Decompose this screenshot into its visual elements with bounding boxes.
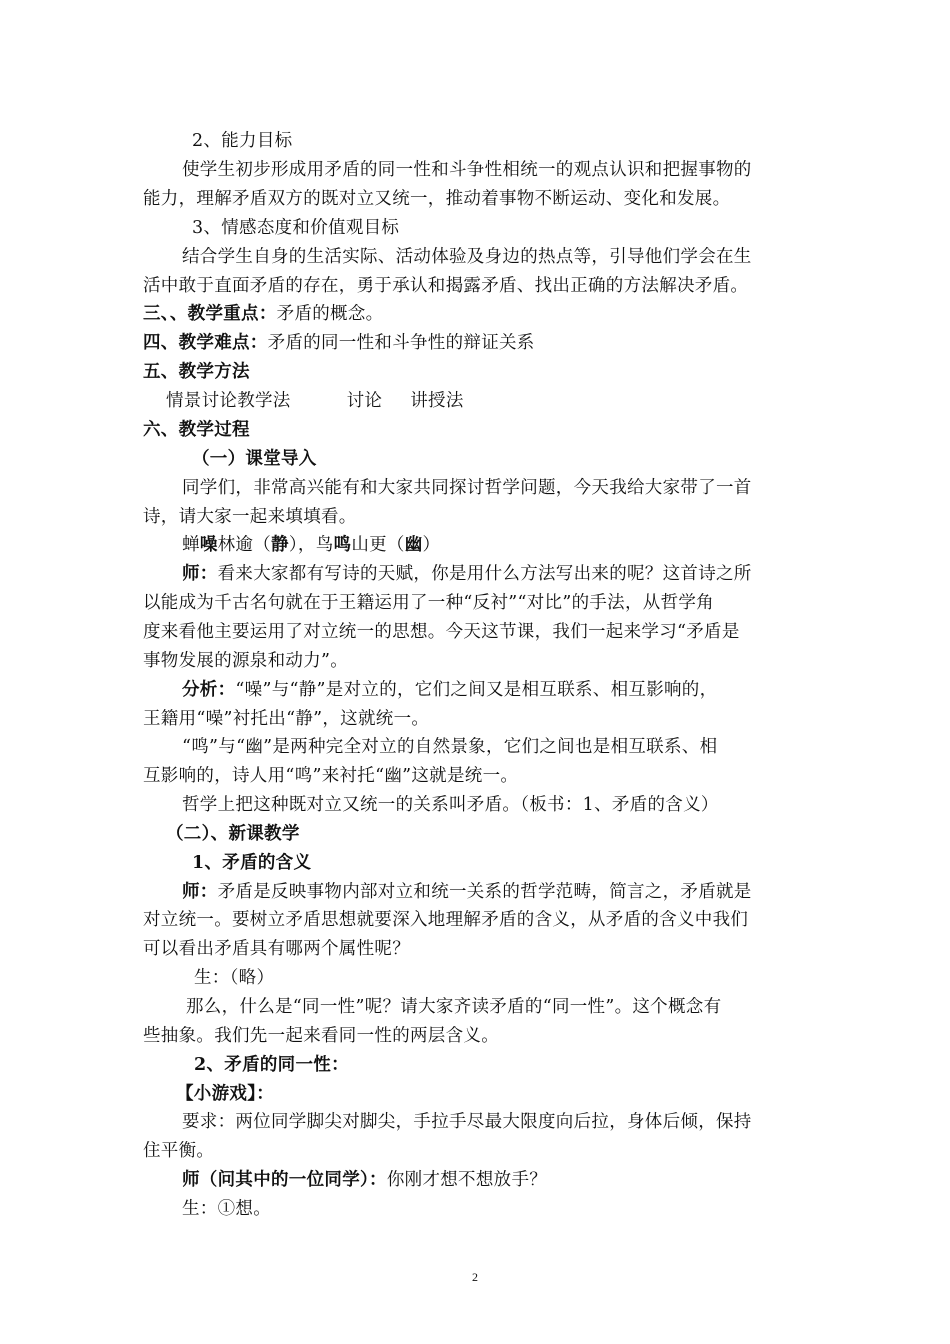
speaker-label: 师：: [182, 564, 218, 584]
subsection-heading-identity: 2、矛盾的同一性：: [194, 1055, 349, 1075]
student-reply: 生：（略）: [194, 968, 275, 988]
paragraph-line: “鸣”与“幽”是两种完全对立的自然景象，它们之间也是相互联系、相: [182, 737, 718, 757]
poem-bold: 幽: [404, 535, 423, 555]
methods-list: [166, 388, 464, 414]
analysis-line: [182, 677, 717, 703]
poem-bold: 噪: [199, 535, 218, 555]
paragraph-line: 要求：两位同学脚尖对脚尖，手拉手尽最大限度向后拉，身体后倾，保持: [182, 1112, 752, 1132]
paragraph-line: 活中敢于直面矛盾的存在，勇于承认和揭露矛盾、找出正确的方法解决矛盾。: [143, 276, 749, 296]
poem-bold: 静: [271, 535, 289, 555]
teacher-line: [182, 561, 752, 587]
poem-text: ），鸟: [288, 535, 334, 555]
poem-text: 蝉: [182, 535, 200, 555]
teacher-text: 矛盾是反映事物内部对立和统一关系的哲学范畴，简言之，矛盾就是: [217, 882, 752, 902]
paragraph-line: 互影响的，诗人用“鸣”来衬托“幽”这就是统一。: [143, 766, 519, 786]
section-heading: 三、、教学重点：: [143, 304, 277, 324]
paragraph-line: 诗，请大家一起来填填看。: [143, 507, 357, 527]
page-number: 2: [472, 1270, 478, 1284]
teacher-text: 看来大家都有写诗的天赋，你是用什么方法写出来的呢？这首诗之所: [217, 564, 752, 584]
speaker-label: 师（问其中的一位同学）：: [182, 1170, 387, 1190]
method-item: 情景讨论教学法: [166, 391, 291, 411]
paragraph-line: 同学们，非常高兴能有和大家共同探讨哲学问题，今天我给大家带了一首: [182, 478, 752, 498]
section-difficulty: [143, 330, 535, 356]
poem-bold: 鸣: [333, 535, 352, 555]
subsection-heading-intro: （一）课堂导入: [192, 449, 317, 469]
heading-emotion-goal: 3、情感态度和价值观目标: [192, 218, 400, 238]
poem-line: [182, 532, 440, 558]
speaker-label: 师：: [182, 882, 218, 902]
paragraph-line: 事物发展的源泉和动力”。: [143, 651, 349, 671]
paragraph-line: 结合学生自身的生活实际、活动体验及身边的热点等，引导他们学会在生: [182, 247, 752, 267]
section-heading-methods: 五、教学方法: [143, 362, 250, 382]
method-item: 讨论: [346, 391, 383, 411]
teacher-text: 你刚才想不想放手？: [386, 1170, 548, 1190]
method-item: 讲授法: [410, 391, 464, 411]
paragraph-line: 度来看他主要运用了对立统一的思想。今天这节课，我们一起来学习“矛盾是: [143, 622, 740, 642]
analysis-text: “噪”与“静”是对立的，它们之间又是相互联系、相互影响的，: [235, 680, 718, 700]
teacher-line: [182, 879, 752, 905]
paragraph-line: 王籍用“噪”衬托出“静”，这就统一。: [143, 709, 430, 729]
section-key-point: [143, 301, 383, 327]
paragraph-line: 那么，什么是“同一性”呢？请大家齐读矛盾的“同一性”。这个概念有: [186, 997, 722, 1017]
subsection-heading-meaning: 1、矛盾的含义: [192, 853, 312, 873]
paragraph-line: 些抽象。我们先一起来看同一性的两层含义。: [143, 1026, 499, 1046]
paragraph-line: 使学生初步形成用矛盾的同一性和斗争性相统一的观点认识和把握事物的: [182, 160, 752, 180]
paragraph-line: 可以看出矛盾具有哪两个属性呢？: [143, 939, 410, 959]
poem-text: ）: [422, 535, 441, 555]
poem-text: 山更（: [351, 535, 405, 555]
paragraph-line: 住平衡。: [143, 1141, 215, 1161]
section-text: 矛盾的概念。: [276, 304, 384, 324]
section-heading: 四、教学难点：: [143, 333, 268, 353]
teacher-question-line: [182, 1167, 547, 1193]
paragraph-line: 能力，理解矛盾双方的既对立又统一，推动着事物不断运动、变化和发展。: [143, 189, 731, 209]
poem-text: 林逾（: [217, 535, 272, 555]
heading-ability-goal: 2、能力目标: [192, 131, 293, 151]
subsection-heading-new-lesson: （二）、新课教学: [166, 824, 300, 844]
paragraph-line: 以能成为千古名句就在于王籍运用了一种“反衬”“对比”的手法，从哲学角: [143, 593, 714, 613]
paragraph-line: 哲学上把这种既对立又统一的关系叫矛盾。（板书：1、矛盾的含义）: [182, 795, 719, 815]
paragraph-line: 对立统一。要树立矛盾思想就要深入地理解矛盾的含义，从矛盾的含义中我们: [143, 910, 749, 930]
section-text: 矛盾的同一性和斗争性的辩证关系: [267, 333, 535, 353]
section-heading-process: 六、教学过程: [143, 420, 250, 440]
student-answer: 生：①想。: [182, 1199, 271, 1219]
game-heading: 【小游戏】：: [176, 1084, 275, 1104]
analysis-label: 分析：: [182, 680, 236, 700]
